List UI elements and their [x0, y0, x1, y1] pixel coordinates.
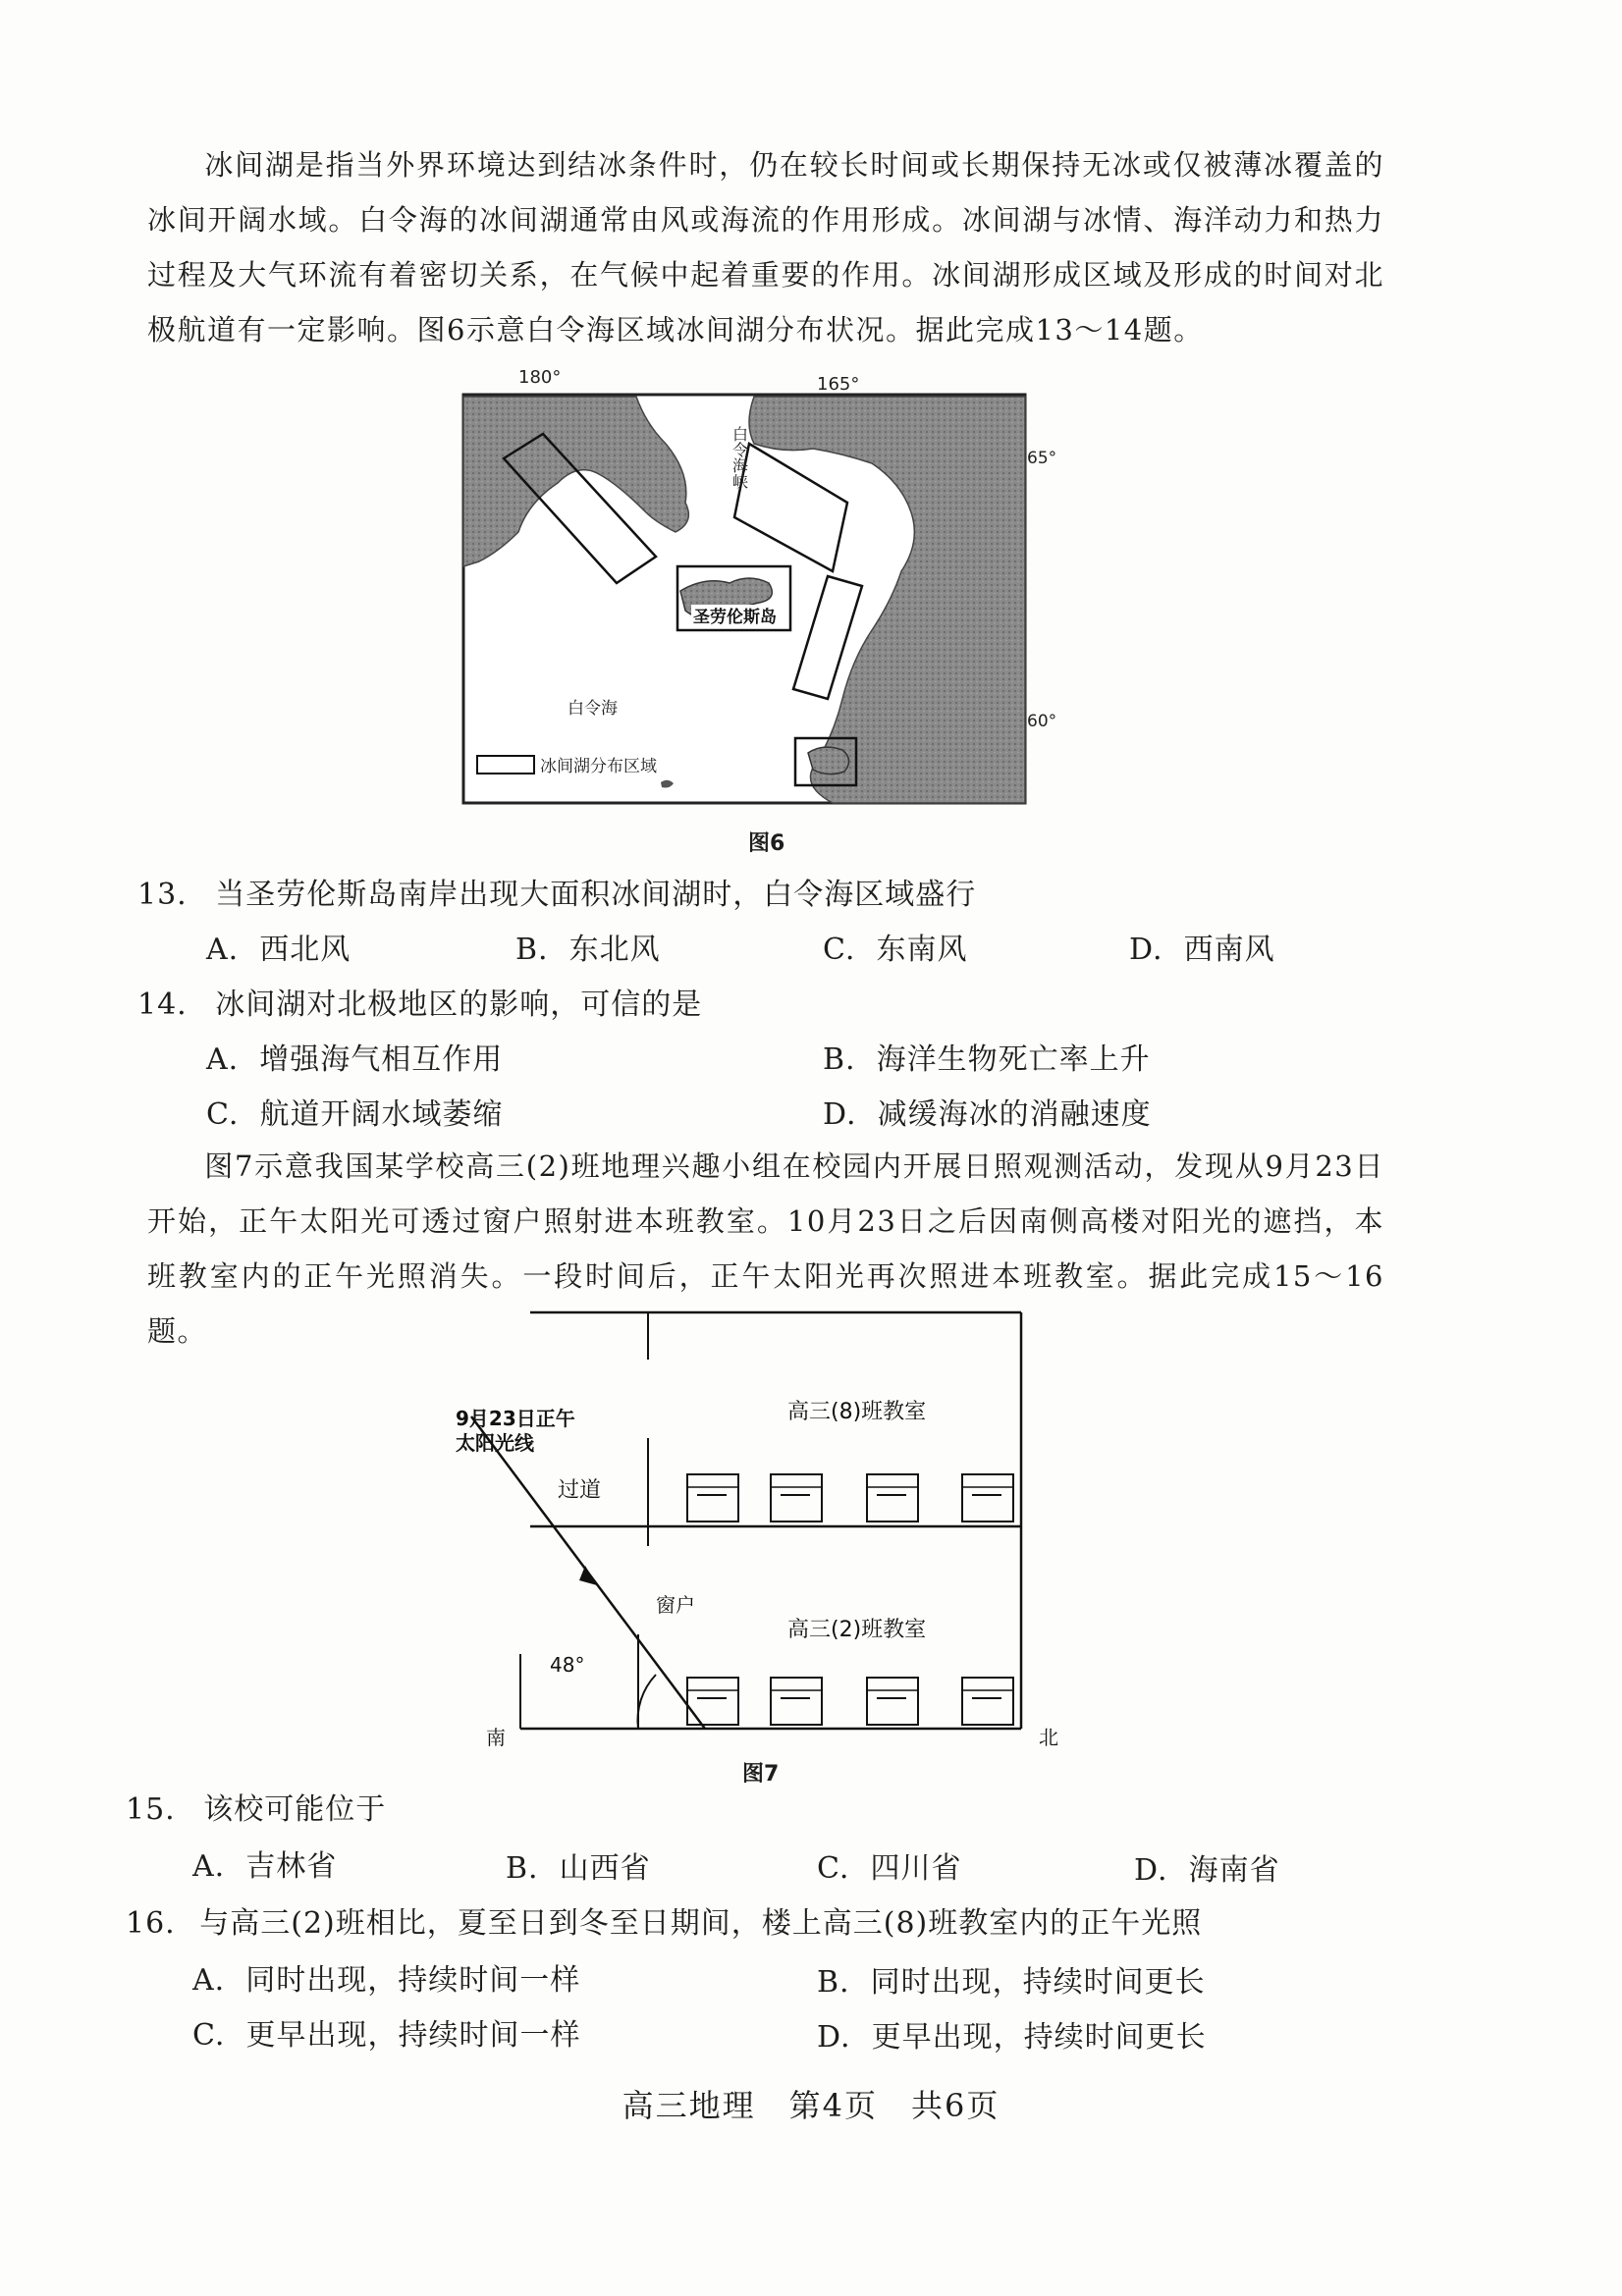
- question-number: 16.: [126, 1906, 176, 1941]
- q14-option-c[interactable]: C. 航道开阔水域萎缩: [206, 1097, 504, 1132]
- legend-swatch: [477, 756, 534, 774]
- page-footer: 高三地理 第4页 共6页: [622, 2087, 1000, 2124]
- upper-desks: [687, 1474, 1013, 1522]
- island-label: 圣劳伦斯岛: [693, 608, 777, 627]
- q16-option-b[interactable]: B. 同时出现，持续时间更长: [817, 1965, 1206, 2000]
- q13-option-c[interactable]: C. 东南风: [823, 933, 968, 967]
- q15-option-b[interactable]: B. 山西省: [506, 1851, 651, 1886]
- angle-label: 48°: [550, 1653, 585, 1677]
- figure-6-caption: 图6: [748, 831, 785, 856]
- lower-room-label: 高三(2)班教室: [787, 1618, 927, 1642]
- q13-option-b[interactable]: B. 东北风: [515, 933, 661, 967]
- lat-label-60: 60°: [1027, 712, 1057, 731]
- figure-7-diagram: [432, 1301, 1100, 1752]
- figure-7-caption: 图7: [742, 1762, 780, 1787]
- sun-label-2: 太阳光线: [456, 1431, 534, 1455]
- legend-label: 冰间湖分布区域: [540, 757, 657, 776]
- q15-option-c[interactable]: C. 四川省: [817, 1851, 962, 1886]
- question-stem: 与高三(2)班相比，夏至日到冬至日期间，楼上高三(8)班教室内的正午光照: [199, 1906, 1203, 1941]
- q16-option-a[interactable]: A. 同时出现，持续时间一样: [192, 1963, 581, 1998]
- lat-label-65: 65°: [1027, 449, 1057, 468]
- window-label: 窗户: [656, 1593, 695, 1617]
- q15-option-d[interactable]: D. 海南省: [1134, 1853, 1280, 1888]
- angle-arc: [637, 1675, 656, 1729]
- sea-label: 白令海: [568, 699, 618, 719]
- question-stem: 冰间湖对北极地区的影响，可信的是: [215, 988, 703, 1022]
- question-number: 14.: [137, 988, 188, 1022]
- strait-label: 白令海峡: [730, 426, 749, 489]
- q15-option-a[interactable]: A. 吉林省: [192, 1849, 338, 1884]
- lon-label-165: 165°: [817, 374, 860, 395]
- corridor-label: 过道: [558, 1478, 602, 1503]
- question-number: 15.: [126, 1792, 176, 1827]
- q16-option-c[interactable]: C. 更早出现，持续时间一样: [192, 2018, 581, 2053]
- q14-option-b[interactable]: B. 海洋生物死亡率上升: [823, 1042, 1151, 1077]
- question-14: [137, 980, 702, 1023]
- question-13: [137, 870, 976, 913]
- q13-option-a[interactable]: A. 西北风: [206, 933, 351, 967]
- intro-paragraph-2: 图7示意我国某学校高三(2)班地理兴趣小组在校园内开展日照观测活动，发现从9月23日开始，正午太阳光可透过窗户照射进本班教室。10月23日之后因南侧高楼对阳光的遮挡，本班教室内的正午光照消失。一段时间后，正午太阳光再次照进本班教室。据此完成15～16题。: [147, 1149, 1384, 1348]
- lon-label-180: 180°: [518, 367, 562, 388]
- q16-option-d[interactable]: D. 更早出现，持续时间更长: [817, 2020, 1207, 2055]
- sun-ray-arrow: [579, 1566, 597, 1585]
- intro-paragraph-1: 冰间湖是指当外界环境达到结冰条件时，仍在较长时间或长期保持无冰或仅被薄冰覆盖的冰间开阔水域。白令海的冰间湖通常由风或海流的作用形成。冰间湖与冰情、海洋动力和热力过程及大气环流有着密切关系，在气候中起着重要的作用。冰间湖形成区域及形成的时间对北极航道有一定影响。图6示意白令海区域冰间湖分布状况。据此完成13～14题。: [147, 148, 1384, 347]
- question-number: 13.: [137, 878, 188, 912]
- question-16: [126, 1898, 1202, 1942]
- question-stem: 该校可能位于: [203, 1792, 387, 1827]
- lower-desks: [687, 1678, 1013, 1725]
- question-stem: 当圣劳伦斯岛南岸出现大面积冰间湖时，白令海区域盛行: [215, 878, 977, 912]
- q14-option-a[interactable]: A. 增强海气相互作用: [206, 1042, 504, 1077]
- upper-room-label: 高三(8)班教室: [787, 1400, 927, 1424]
- south-label: 南: [486, 1726, 506, 1749]
- figure-6-map: [460, 365, 1057, 856]
- sun-label-1: 9月23日正午: [456, 1407, 575, 1430]
- small-island: [808, 747, 849, 774]
- q14-option-d[interactable]: D. 减缓海冰的消融速度: [823, 1097, 1152, 1132]
- north-label: 北: [1039, 1726, 1058, 1749]
- question-15: [126, 1785, 386, 1828]
- q13-option-d[interactable]: D. 西南风: [1129, 933, 1275, 967]
